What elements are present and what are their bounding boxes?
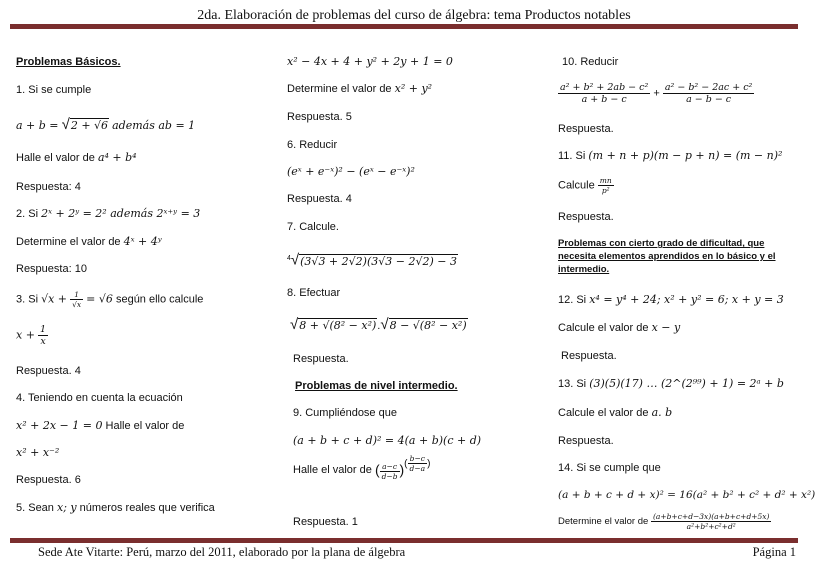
problem-11-calc	[558, 176, 614, 195]
page-header-title: 2da. Elaboración de problemas del curso de álgebra: tema Productos notables	[197, 8, 631, 23]
problem-1-answer: Respuesta: 4	[16, 181, 81, 193]
paren-open: (	[374, 461, 380, 478]
problem-10-answer: Respuesta.	[558, 123, 614, 135]
fraction-numerator: a² + b² + 2ab − c²	[560, 82, 649, 93]
problem-11-fraction	[598, 176, 614, 195]
plus-sign: +	[653, 87, 660, 100]
problem-14-fraction	[651, 512, 772, 531]
fraction-denominator: a + b − c	[581, 94, 627, 105]
problem-3-answer: Respuesta. 4	[16, 365, 81, 377]
problem-4-intro: 4. Teniendo en cuenta la ecuación	[16, 392, 183, 404]
problem-9-exp-fraction	[408, 454, 431, 473]
problem-13-statement	[558, 377, 784, 391]
problem-1-eq-right: además ab = 1	[112, 119, 196, 132]
problem-14-equation: (a + b + c + d + x)² = 16(a² + b² + c² + d² + x²)	[558, 489, 816, 501]
footer-rule	[10, 538, 798, 543]
problem-11-expr: (m + n + p)(m − p + n) = (m − n)²	[588, 149, 783, 162]
problem-9-answer: Respuesta. 1	[293, 516, 358, 528]
problem-2-expr: 2ˣ + 2ʸ = 2² además 2ˣ⁺ʸ = 3	[41, 207, 201, 220]
problem-5-answer: Respuesta. 5	[287, 111, 352, 123]
problem-13-calc	[558, 406, 672, 420]
fraction-denominator: d−b	[381, 472, 398, 481]
fraction-numerator: mn	[599, 176, 612, 185]
problem-4-equation	[16, 419, 184, 433]
footer-text: Sede Ate Vitarte: Perú, marzo del 2011, elaborado por la plana de álgebra	[38, 545, 406, 559]
problem-2-prefix: 2. Si	[16, 208, 39, 220]
problem-11-statement	[558, 149, 782, 163]
problem-10-fraction-2	[663, 82, 755, 105]
problem-6-expr: (eˣ + e⁻ˣ)² − (eˣ − e⁻ˣ)²	[287, 165, 415, 178]
problem-8-root-1: 8 + √(8² − x²)	[299, 319, 377, 332]
page-number: Página 1	[752, 545, 796, 559]
paren-close: )	[427, 458, 431, 470]
problem-4-answer: Respuesta. 6	[16, 474, 81, 486]
problem-12-calc-text: Calcule el valor de	[558, 322, 649, 334]
section-title-intermediate: Problemas de nivel intermedio.	[295, 380, 458, 392]
problem-3-calc	[16, 324, 48, 347]
problem-12-statement	[558, 293, 784, 307]
problem-13-calc-expr: a. b	[651, 406, 673, 419]
problem-5-prefix: 5. Sean	[16, 502, 54, 514]
problem-13-expr: (3)(5)(17) … (2^(2⁹⁹) + 1) = 2ᵃ + b	[589, 377, 784, 390]
paren-close: )	[399, 461, 405, 478]
fraction-denominator: a²+b²+c²+d²	[686, 522, 736, 531]
problem-5-suffix: números reales que verifica	[79, 502, 215, 514]
problem-8-root-2: 8 − √(8² − x²)	[389, 319, 467, 332]
fraction-numerator: 1	[39, 324, 47, 335]
problem-13-prefix: 13. Si	[558, 378, 587, 390]
fourth-root-radical: $^4$√(3√3 + 2√2)(3√3 − 2√2) − 3	[287, 251, 457, 269]
problem-9-ask-text: Halle el valor de	[293, 464, 372, 476]
problem-3-prefix: 3. Si	[16, 293, 39, 306]
problem-14-ask	[558, 512, 771, 531]
problem-3-calc-fraction	[38, 324, 48, 347]
problem-8-expr: √8 + √(8² − x²).√8 − √(8² − x²)	[290, 316, 467, 333]
problem-7-expr	[287, 252, 458, 269]
sqrt-radical: √8 − √(8² − x²)	[380, 316, 467, 333]
problem-12-calc	[558, 321, 680, 335]
problem-6-title: 6. Reducir	[287, 139, 338, 151]
fraction-numerator: a² − b² − 2ac + c²	[664, 82, 753, 93]
fraction-denominator: √x	[72, 300, 82, 309]
problem-5-vars: x; y	[56, 501, 77, 514]
problem-5-ask-text: Determine el valor de	[287, 83, 392, 95]
fraction-denominator: p²	[601, 186, 610, 195]
header-rule	[10, 24, 798, 29]
problem-1-ask-expr: a⁴ + b⁴	[97, 151, 137, 164]
problem-9-exponent	[404, 454, 430, 473]
problem-9-power	[374, 454, 431, 481]
problem-11-answer: Respuesta.	[558, 211, 614, 223]
problem-3-expr-right: = √6	[86, 292, 113, 306]
problem-3-calc-left: x +	[16, 328, 35, 342]
problem-6-answer: Respuesta. 4	[287, 193, 352, 205]
problem-13-calc-text: Calcule el valor de	[558, 407, 649, 419]
problem-7-radicand: (3√3 + 2√2)(3√3 − 2√2) − 3	[300, 254, 457, 268]
problem-12-calc-expr: x − y	[651, 321, 681, 334]
sqrt-radical: √8 + √(8² − x²)	[290, 316, 377, 333]
problem-7-title: 7. Calcule.	[287, 221, 339, 233]
problem-5-intro	[16, 501, 215, 515]
problem-2-answer: Respuesta: 10	[16, 263, 87, 275]
problem-11-calc-text: Calcule	[558, 179, 595, 192]
problem-2-ask	[16, 235, 162, 249]
problem-3-suffix: según ello calcule	[115, 293, 204, 306]
problem-11-prefix: 11. Si	[558, 150, 586, 162]
problem-9-base-fraction	[380, 462, 400, 481]
problem-13-answer: Respuesta.	[558, 435, 614, 447]
problem-2-statement	[16, 207, 200, 221]
fraction-denominator: x	[40, 336, 46, 347]
problem-8-answer: Respuesta.	[293, 353, 349, 365]
problem-10-expr	[558, 82, 754, 105]
fraction-numerator: 1	[70, 290, 83, 300]
problem-10-fraction-1	[558, 82, 650, 105]
root-index: 4	[287, 255, 291, 262]
section-title-basic: Problemas Básicos.	[16, 56, 121, 68]
problem-14-ask-text: Determine el valor de	[558, 516, 649, 528]
section-title-advanced: Problemas con cierto grado de dificultad, que necesita elementos aprendidos en lo básico y el intermedio.	[558, 238, 776, 275]
problem-12-prefix: 12. Si	[558, 294, 587, 306]
problem-5-ask	[287, 82, 432, 96]
problem-1-eq-left: a + b =	[16, 119, 59, 132]
fraction-numerator: b−c	[408, 454, 428, 464]
problem-1-intro: 1. Si se cumple	[16, 84, 92, 96]
problem-12-answer: Respuesta.	[561, 350, 617, 362]
problem-8-title: 8. Efectuar	[287, 287, 341, 299]
problem-3-expr-left: √x +	[41, 292, 68, 306]
sqrt-radical: √2 + √6	[61, 116, 109, 133]
problem-9-title: 9. Cumpliéndose que	[293, 407, 397, 419]
paren-open: (	[404, 458, 408, 470]
fraction-numerator: (a+b+c+d−3x)(a+b+c+d+5x)	[652, 512, 770, 521]
problem-10-title: 10. Reducir	[562, 56, 619, 68]
fraction-denominator: d−a	[409, 464, 426, 473]
problem-14-title: 14. Si se cumple que	[558, 462, 661, 474]
problem-1-equation	[16, 118, 195, 133]
problem-2-ask-text: Determine el valor de	[16, 236, 121, 248]
problem-4-ask: Halle el valor de	[105, 420, 185, 432]
problem-2-ask-expr: 4ˣ + 4ʸ	[123, 235, 162, 248]
problem-12-expr: x⁴ = y⁴ + 24; x² + y² = 6; x + y = 3	[589, 293, 784, 306]
problem-1-eq-root: 2 + √6	[70, 119, 109, 132]
problem-5-ask-expr: x² + y²	[394, 82, 433, 95]
problem-4-eq: x² + 2x − 1 = 0	[16, 419, 103, 432]
problem-5-equation: x² − 4x + 4 + y² + 2y + 1 = 0	[287, 55, 453, 68]
problem-4-expr: x² + x⁻²	[16, 446, 60, 459]
problem-3-fraction	[70, 290, 83, 309]
problem-9-equation: (a + b + c + d)² = 4(a + b)(c + d)	[293, 434, 482, 447]
problem-3-statement	[16, 290, 203, 309]
problem-9-ask	[293, 454, 431, 481]
fraction-denominator: a − b − c	[686, 94, 732, 105]
problem-1-ask	[16, 151, 137, 165]
problem-1-ask-text: Halle el valor de	[16, 152, 95, 164]
fraction-numerator: a−c	[380, 462, 400, 472]
